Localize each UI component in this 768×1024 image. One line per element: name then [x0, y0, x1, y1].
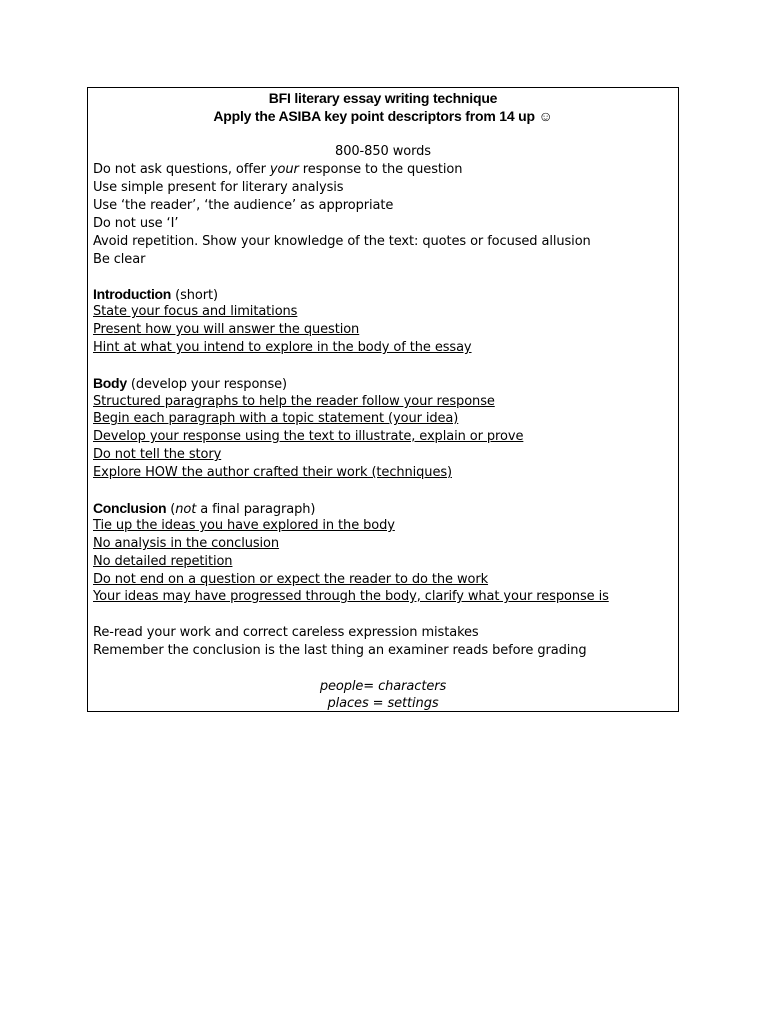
rule-reader: Use ‘the reader’, ‘the audience’ as appropriate: [93, 198, 394, 213]
body-item: Structured paragraphs to help the reader follow your response: [93, 394, 495, 409]
body-item: Begin each paragraph with a topic statement (your idea): [93, 411, 459, 426]
rule-be-clear: Be clear: [93, 252, 146, 267]
introduction-item: State your focus and limitations: [93, 304, 298, 319]
body-item: Explore HOW the author crafted their work (techniques): [93, 465, 452, 480]
conclusion-note-emphasis: not: [175, 502, 197, 517]
introduction-item: Present how you will answer the question: [93, 322, 360, 337]
conclusion-note-a: (: [166, 502, 176, 517]
conclusion-heading-line: [93, 499, 315, 519]
glossary-people: people= characters: [319, 679, 447, 694]
document-subtitle: Apply the ASIBA key point descriptors from 14 up ☺: [213, 108, 553, 124]
rule-questions: [93, 161, 462, 179]
body-note: (develop your response): [126, 377, 287, 392]
conclusion-item: Do not end on a question or expect the reader to do the work: [93, 572, 489, 587]
closing-reread: Re-read your work and correct careless expression mistakes: [93, 625, 479, 640]
conclusion-item: No analysis in the conclusion: [93, 536, 280, 551]
conclusion-heading: Conclusion: [93, 500, 167, 516]
rule-present-tense: Use simple present for literary analysis: [93, 180, 344, 195]
body-item: Develop your response using the text to illustrate, explain or prove: [93, 429, 524, 444]
body-item: Do not tell the story: [93, 447, 222, 462]
document-frame: [87, 87, 679, 712]
glossary-places: places = settings: [327, 696, 439, 711]
word-count: 800-850 words: [335, 144, 431, 159]
introduction-heading: Introduction: [93, 286, 172, 302]
closing-remember: Remember the conclusion is the last thing an examiner reads before grading: [93, 643, 587, 658]
introduction-heading-line: [93, 285, 218, 305]
rule-avoid-repetition: Avoid repetition. Show your knowledge of the text: quotes or focused allusion: [93, 234, 591, 249]
rule-no-i: Do not use ‘I’: [93, 216, 179, 231]
conclusion-item: No detailed repetition: [93, 554, 233, 569]
introduction-note: (short): [171, 288, 218, 303]
conclusion-item: Your ideas may have progressed through the body, clarify what your response is: [93, 589, 609, 604]
rule-questions-part-a: Do not ask questions, offer: [93, 162, 270, 177]
introduction-item: Hint at what you intend to explore in the body of the essay: [93, 340, 472, 355]
rule-questions-part-c: response to the question: [298, 162, 463, 177]
body-heading-line: [93, 374, 287, 394]
conclusion-note-c: a final paragraph): [196, 502, 316, 517]
rule-questions-emphasis: your: [269, 162, 299, 177]
document-title: BFI literary essay writing technique: [268, 90, 498, 106]
body-heading: Body: [93, 375, 127, 391]
conclusion-item: Tie up the ideas you have explored in the body: [93, 518, 395, 533]
